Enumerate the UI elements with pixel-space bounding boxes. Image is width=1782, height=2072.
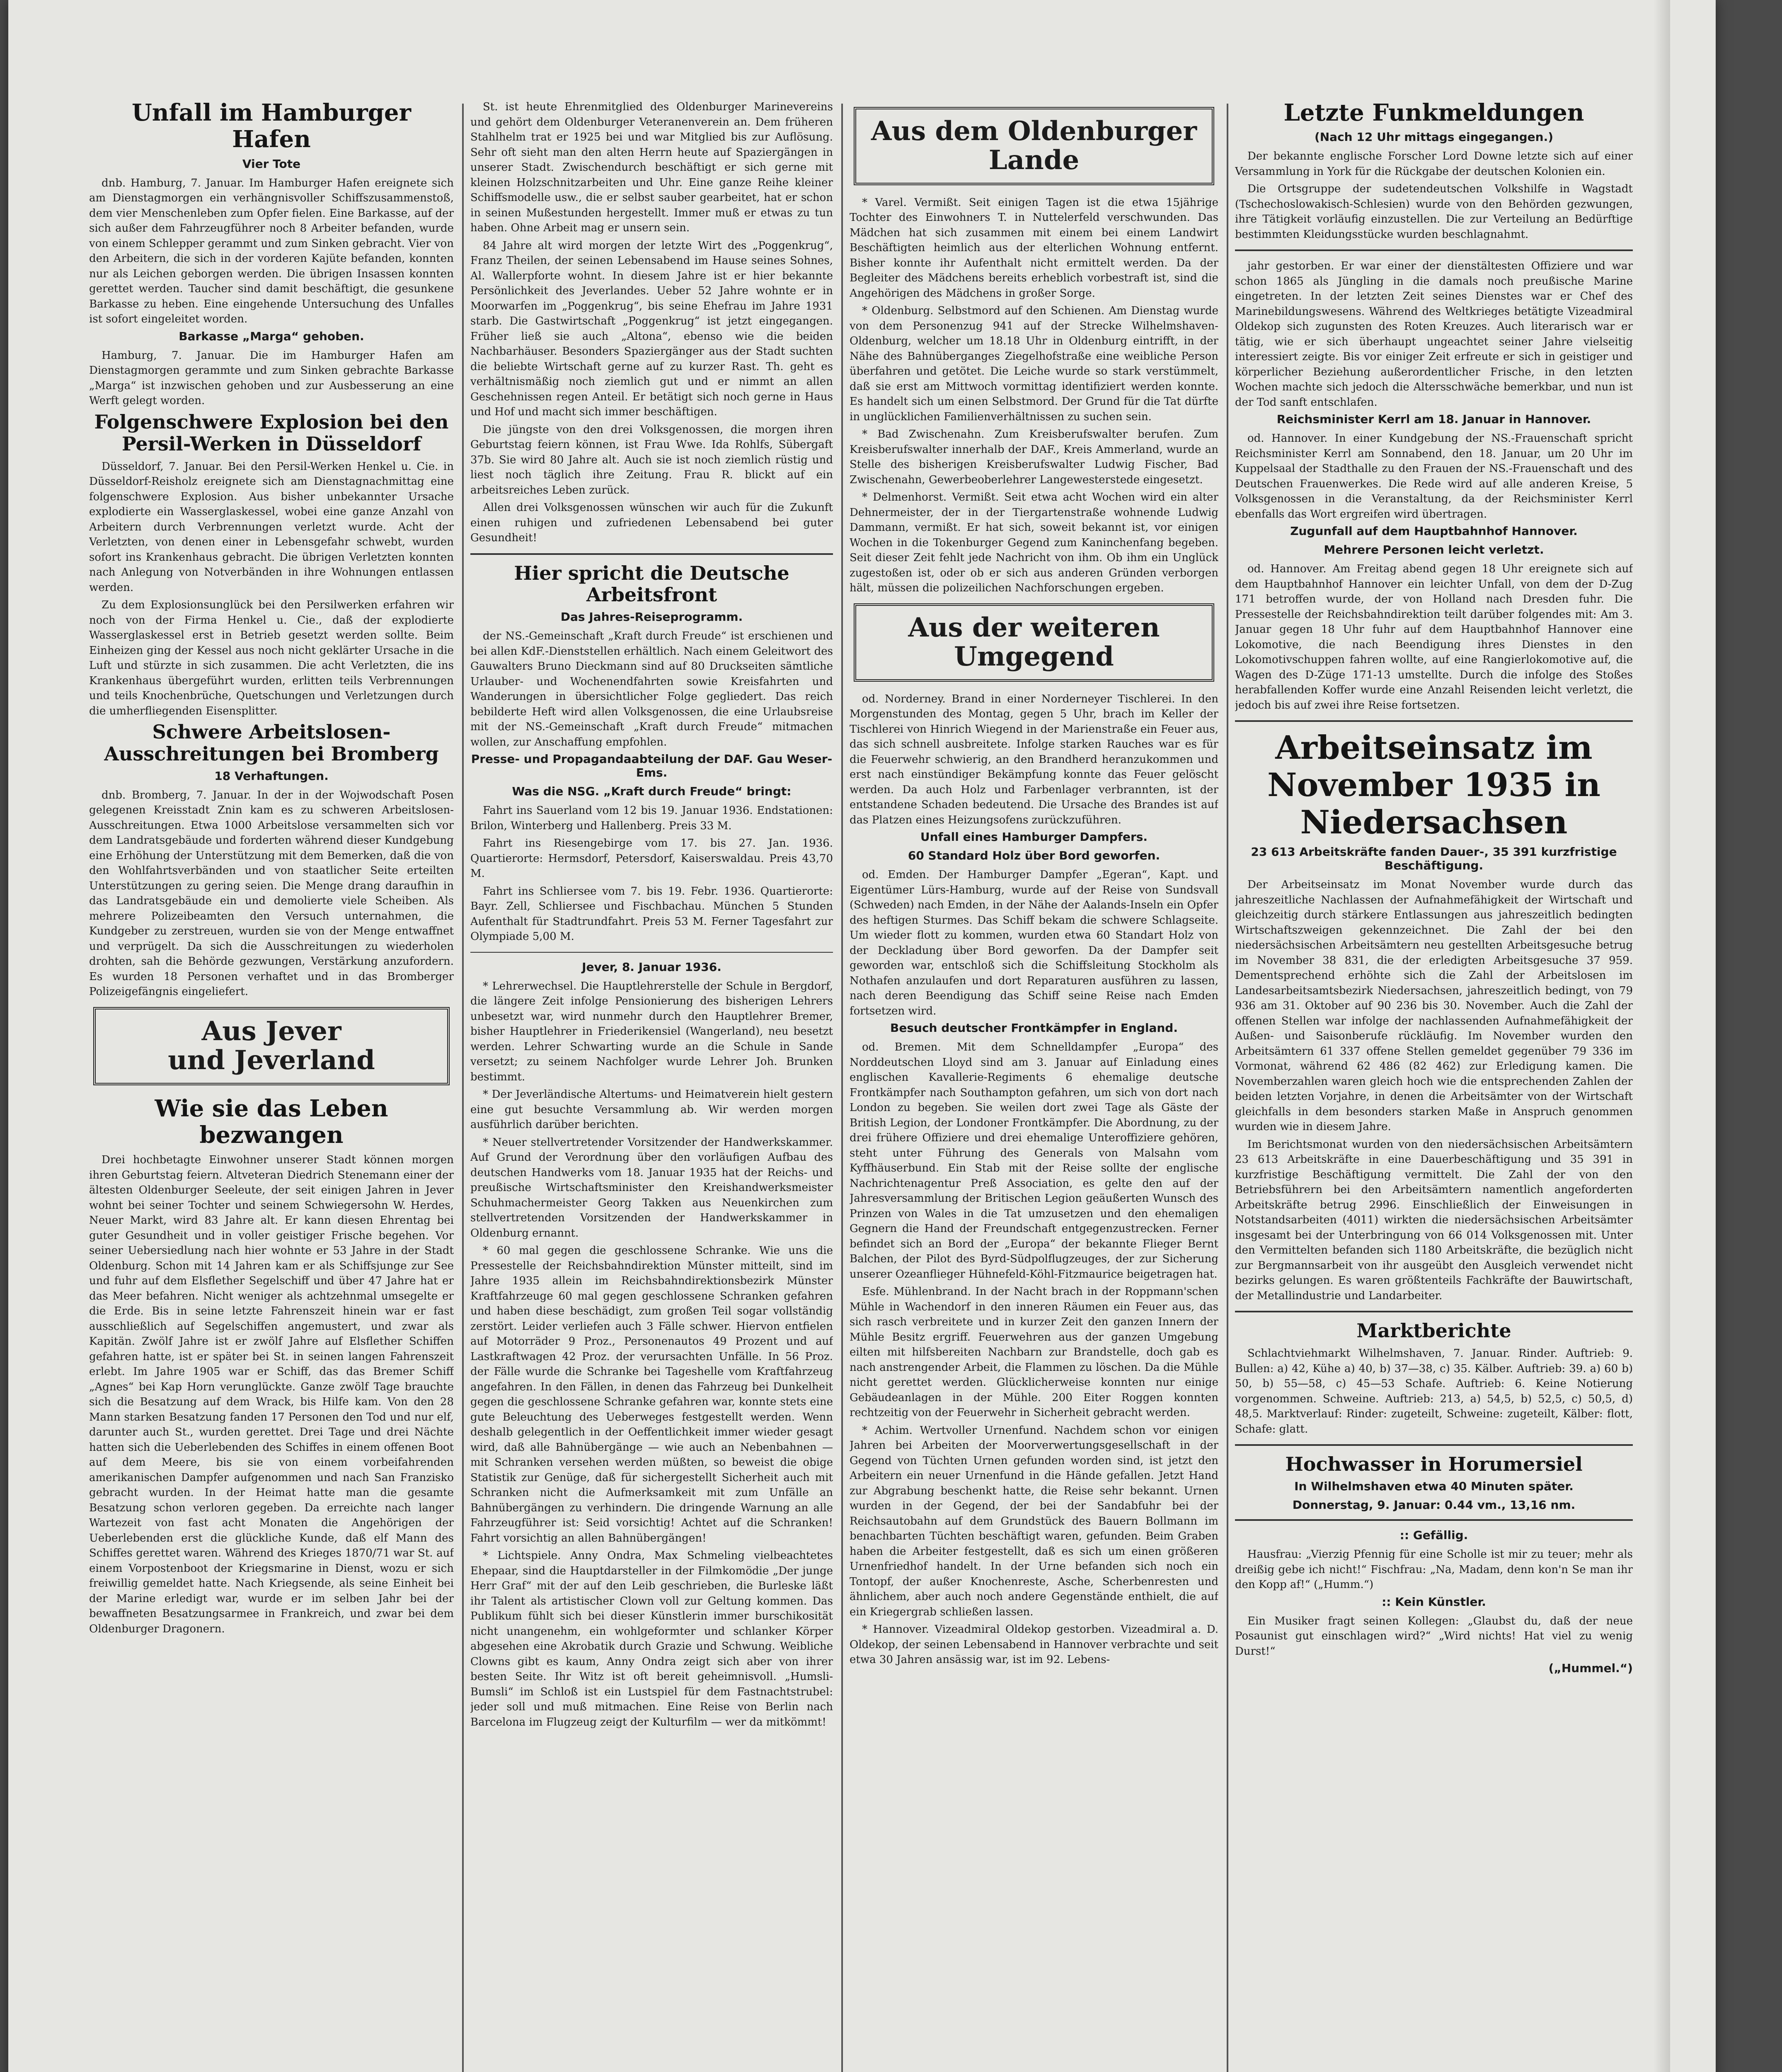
section-title: und Jeverland [168,1045,375,1076]
signature: („Hummel.“) [1548,1661,1633,1675]
article-text: * Lehrerwechsel. Die Hauptlehrerstelle der Schule in Bergdorf, die längere Zeit infolge Pensionierung des bisherigen Lehrers unbesetzt war, wird nunmehr durch den Hauptlehrer Bremer, bisher Hauptlehrer in Friederikensiel (Wangerland), neu besetzt werden. Lehrer Schwarting wurde an die Schule in Sande versetzt; zu seinem Nachfolger wurde Lehrer Joh. Brunken bestimmt. [470,980,833,1083]
subheadline: 23 613 Arbeitskräfte fanden Dauer-, 35 391 kurzfristige Beschäftigung. [1251,845,1617,873]
article-text: dnb. Hamburg, 7. Januar. Im Hamburger Hafen ereignete sich am Dienstagmorgen ein verhängnisvoller Schiffszusammenstoß, dem vier Menschenleben zum Opfer fielen. Eine Barkasse, auf der sich außer dem Fahrzeugführer noch 8 Arbeiter befanden, wurde von einem Schlepper gerammt und zum Sinken gebracht. Vier von den Arbeitern, die sich in der vorderen Kajüte befanden, konnten nur als Leichen geborgen werden. Die übrigen Insassen konnten gerettet werden. Taucher sind damit beschäftigt, die gesunkene Barkasse zu heben. Eine eingehende Untersuchung des Unfalles ist sofort eingeleitet worden. [89,177,454,326]
headline: Folgenschwere Explosion bei den Persil-Werken in Düsseldorf [94,410,449,455]
subheadline: Barkasse „Marga“ gehoben. [179,329,364,343]
article-text: * Delmenhorst. Vermißt. Seit etwa acht Wochen wird ein alter Dehnermeister, der in der Tiergartenstraße wohnende Ludwig Dammann, vermißt. Er hat sich, soweit bekannt ist, vor einigen Wochen in die Tokenburger Gegend zum Kaninchenfang begeben. Seit dieser Zeit fehlt jede Nachricht von ihm. Ob ihm ein Unglück zugestoßen ist, oder ob er sich aus anderen Gründen verborgen hält, müssen die polizeilichen Nachforschungen ergeben. [850,491,1218,595]
article-text: Der bekannte englische Forscher Lord Downe letzte sich auf einer Versammlung in York für die Rückgabe der deutschen Kolonien ein. [1235,150,1633,178]
subheadline: 18 Verhaftungen. [214,769,329,783]
subheadline: Das Jahres-Reiseprogramm. [560,610,743,624]
article-text: * Neuer stellvertretender Vorsitzender der Handwerkskammer. Auf Grund der Verordnung über den vorläufigen Aufbau des deutschen Handwerks vom 18. Januar 1935 hat der Reichs- und preußische Wirtschaftsminister den Kreishandwerksmeister Schuhmachermeister Georg Takken aus Neuenkirchen zum stellvertretenden Vorsitzenden der Handwerkskammer in Oldenburg ernannt. [470,1136,833,1239]
subheadline: Besuch deutscher Frontkämpfer in England. [890,1021,1178,1035]
dateline: Jever, 8. Januar 1936. [582,960,722,974]
subheadline: :: Gefällig. [1399,1528,1468,1542]
subheadline: Unfall eines Hamburger Dampfers. [920,830,1148,844]
column-1 [89,99,454,2072]
article-text: Hamburg, 7. Januar. Die im Hamburger Hafen am Dienstagmorgen gerammte und zum Sinken gebrachte Barkasse „Marga“ ist inzwischen gehoben und zur Ausbesserung an eine Werft gelegt worden. [89,349,454,407]
article-text: Im Berichtsmonat wurden von den niedersächsischen Arbeitsämtern 23 613 Arbeitskräfte in eine Dauerbeschäftigung und 35 391 in kurzfristige Beschäftigung vermittelt. Die Zahl der von den Betriebsführern bei den Arbeitsämtern namentlich angeforderten Arbeitskräfte betrug 2996. Einschließlich der Einweisungen in Notstandsarbeiten (4011) wirkten die niedersächsischen Arbeitsämter insgesamt bei der Unterbringung von 66 014 Volksgenossen mit. Unter den Vermittelten befanden sich 1180 Arbeitskräfte, die bezüglich nicht zur Bergmannsarbeit von ihr ausgeübt den Ausgleich verwendet nicht bezirks gelungen. Es waren größtenteils Fachkräfte der Bauwirtschaft, der Metallindustrie und Landarbeiter. [1235,1138,1633,1302]
column-2 [470,99,833,2072]
column-rule [462,104,464,2072]
article-text: Die jüngste von den drei Volksgenossen, die morgen ihren Geburtstag feiern können, ist Frau Wwe. Ida Rohlfs, Sübergaft 37b. Sie wird 80 Jahre alt. Auch sie ist noch ziemlich rüstig und liest noch täglich ihre Zeitung. Frau R. blickt auf ein arbeitsreiches Leben zurück. [470,423,833,496]
newspaper-page [8,0,1716,2072]
divider [1235,249,1633,251]
page-edge-shadow [1654,0,1670,2072]
article-text: jahr gestorben. Er war einer der dienstältesten Offiziere und war schon 1865 als Jüngling in die damals noch preußische Marine eingetreten. In der letzten Zeit seines Dienstes war er Chef des Marinebildungswesens. Während des Weltkrieges betätigte Vizeadmiral Oldekop sich zugunsten des Roten Kreuzes. Auch literarisch war er tätig, wie er sich überhaupt ungeachtet seiner Jahre vielseitig interessiert zeigte. Bis vor einiger Zeit erfreute er sich in geistiger und körperlicher Beziehung außerordentlicher Frische, in den letzten Wochen machte sich jedoch die Altersschwäche bemerkbar, und nun ist der Tod sanft entschlafen. [1235,260,1633,409]
signature: Presse- und Propagandaabteilung der DAF. Gau Weser-Ems. [471,752,833,780]
article-text: od. Emden. Der Hamburger Dampfer „Egeran“, Kapt. und Eigentümer Lürs-Hamburg, wurde auf der Reise von Sundsvall (Schweden) nach Emden, in der Nähe der Aalands-Inseln ein Opfer des heftigen Sturmes. Das Schiff bekam die schwere Schlagseite. Um wieder flott zu kommen, wurden etwa 60 Standart Holz von der Deckladung über Bord geworfen. Da der Dampfer seit geworden war, entschloß sich die Schiffsleitung Stockholm als Nothafen anzulaufen und dort Reparaturen ausführen zu lassen, nach deren Beendigung das Schiff seine Reise nach Emden fortsetzen wird. [850,869,1218,1017]
section-box [854,603,1214,682]
subheadline: Vier Tote [242,157,301,171]
article-text: Fahrt ins Riesengebirge vom 17. bis 27. Jan. 1936. Quartierorte: Hermsdorf, Petersdorf, Kaiserswaldau. Preis 43,70 M. [470,837,833,880]
article-text: * Bad Zwischenahn. Zum Kreisberufswalter berufen. Zum Kreisberufswalter innerhalb der DAF., Kreis Ammerland, wurde an Stelle des bisherigen Kreisberufswalter Ludwig Fischer, Bad Zwischenahn, Gewerbeoberlehrer Langewesterstede eingesetzt. [850,428,1218,486]
article-text: Düsseldorf, 7. Januar. Bei den Persil-Werken Henkel u. Cie. in Düsseldorf-Reisholz ereignete sich am Dienstagnachmittag eine folgenschwere Explosion. Aus bisher unbekannter Ursache explodierte ein Wasserglaskessel, wobei eine ganze Anzahl von Arbeitern durch Verbrennungen verletzt wurde. Acht der Verletzten, von denen einer in Lebensgefahr schwebt, wurden sofort ins Krankenhaus gebracht. Die übrigen Verletzten konnten nach Anlegung von Notverbänden in ihre Wohnungen entlassen werden. [89,460,454,594]
article-text: Drei hochbetagte Einwohner unserer Stadt können morgen ihren Geburtstag feiern. Altveteran Diedrich Stenemann einer der ältesten Oldenburger Seeleute, der seit einigen Jahren in Jever wohnt bei seiner Tochter und seinem Schwiegersohn W. Herdes, Neuer Markt, wird 83 Jahre alt. Er kann diesen Ehrentag bei guter Gesundheit und in voller geistiger Frische begehen. Vor seiner Uebersiedlung nach hier wohnte er 53 Jahre in der Stadt Oldenburg. Schon mit 14 Jahren kam er als Schiffsjunge zur See und fuhr auf dem Elsflether Segelschiff und über 47 Jahre hat er das Meer befahren. Nicht weniger als achtzehnmal umsegelte er die Erde. Bis in seine letzte Fahrenszeit hinein war er fast ausschließlich auf Segelschiffen angemustert, und zwar als Kapitän. Zwölf Jahre ist er zwölf Jahre auf Elsflether Schiffen gefahren hatte, ist er später bei St. in seinen langen Fahrenszeit erlebt. Im Jahre 1905 war er Schiff, das das Bremer Schiff „Agnes“ bei Kap Horn verunglückte. Ganze zwölf Tage brauchte sich die Besatzung auf dem Wrack, bis Hilfe kam. Von den 28 Mann starken Besatzung fanden 17 Personen den Tod und nur elf, darunter auch St., wurden gerettet. Drei Tage und drei Nächte hatten sich die Ueberlebenden des Schiffes in einem offenen Boot auf dem Meere, bis sie von einem vorbeifahrenden amerikanischen Dampfer aufgenommen und nach San Franzisko gebracht wurden. In der Heimat hatte man die gesamte Besatzung schon verloren gegeben. Da erreichte nach langer Wartezeit von fast acht Monaten die Angehörigen der Ueberlebenden erst die glückliche Kunde, daß elf Mann des Schiffes gerettet waren. Während des Krieges 1870/71 war St. auf einem Vorpostenboot der Kriegsmarine in Dienst, wozu er sich freiwillig gemeldet hatte. Nach Kriegsende, als seine Einheit bei der Marine erledigt war, wurde er im selben Jahr bei der bewaffneten Besatzungsarmee in Frankreich, und zwar bei dem Oldenburger Dragonern. [89,1154,454,1635]
article-text: Der Arbeitseinsatz im Monat November wurde durch das jahreszeitliche Nachlassen der Aufnahmefähigkeit der Wirtschaft und gleichzeitig durch stärkere Entlassungen aus jahreszeitlich bedingten Wirtschaftszweigen gekennzeichnet. Die Zahl der bei den niedersächsischen Arbeitsämtern neu gestellten Arbeitsgesuche betrug im November 38 831, die der erledigten Arbeitsgesuche 37 959. Dementsprechend erhöhte sich die Zahl der Arbeitslosen im Landesarbeitsamtsbezirk Niedersachsen, jahreszeitlich bedingt, von 79 936 am 31. Oktober auf 90 236 bis 30. November. Auch die Zahl der offenen Stellen war infolge der nachlassenden Aufnahmefähigkeit der Außen- und Saisonberufe rückläufig. Im November wurden den Arbeitsämtern 61 337 offene Stellen gemeldet gegenüber 79 336 im Vormonat, während 62 486 (82 462) zur Erledigung kamen. Die Novemberzahlen waren gleich hoch wie die entsprechenden Zahlen der beiden letzten Vorjahre, in denen die Arbeitsämter von der Wirtschaft gleichfalls in dem besonders starken Maße in Anspruch genommen wurden wie in diesem Jahre. [1235,879,1633,1133]
article-text: Ein Musiker fragt seinen Kollegen: „Glaubst du, daß der neue Posaunist gut einschlagen wird?“ „Wird nichts! Hat viel zu wenig Durst!“ [1235,1615,1633,1658]
subheadline: Mehrere Personen leicht verletzt. [1324,543,1544,557]
divider [1235,1444,1633,1446]
article-text: St. ist heute Ehrenmitglied des Oldenburger Marinevereins und gehört dem Oldenburger Veteranenverein an. Dem früheren Stahlhelm trat er 1925 bei und war Mitglied bis zur Auflösung. Sehr oft sieht man den alten Herrn heute auf Spaziergängen in unserer Stadt. Zwischendurch beschäftigt er sich gerne mit kleinen Holzschnitzarbeiten und Uhr. Eine ganze Reihe kleiner Schiffsmodelle usw., die er selbst sauber gearbeitet, hat er schon in seinen Mußestunden hergestellt. Immer muß er etwas zu tun haben. Ohne Arbeit mag er unsern sein. [470,101,833,234]
column-4 [1235,99,1633,2072]
article-text: * 60 mal gegen die geschlossene Schranke. Wie uns die Pressestelle der Reichsbahndirektion Münster mitteilt, sind im Jahre 1935 allein im Reichsbahndirektionsbezirk Münster Kraftfahrzeuge 60 mal gegen geschlossene Schranken gefahren und haben diese beschädigt, zum großen Teil sogar vollständig zerstört. Leider verliefen auch 3 Fälle schwer. Hiervon entfielen auf Motorräder 9 Proz., Personenautos 49 Prozent und auf Lastkraftwagen 42 Proz. der verursachten Unfälle. In 56 Proz. der Fälle wurde die Schranke bei Tageshelle vom Kraftfahrzeug angefahren. In den Fällen, in denen das Fahrzeug bei Dunkelheit gegen die geschlossene Schranke gefahren war, konnte stets eine gute Beleuchtung des Ueberweges festgestellt werden. Wenn deshalb gelegentlich in der Oeffentlichkeit immer wieder gesagt wird, daß alle Bahnübergänge — wie auch an Nebenbahnen — mit Schranken versehen werden müßten, so beweist die obige Statistik zur Genüge, daß für sichergestellt Sicherheit auch mit Schranken nicht die Aufmerksamkeit mit zum Unfälle an Bahnübergängen zu verhindern. Die dringende Warnung an alle Fahrzeugführer ist: Seid vorsichtig! Achtet auf die Schranken! Fahrt vorsichtig an allen Bahnübergängen! [470,1244,833,1544]
article-text: od. Bremen. Mit dem Schnelldampfer „Europa“ des Norddeutschen Lloyd sind am 3. Januar auf Einladung eines englischen Kavallerie-Regiments 6 ehemalige deutsche Frontkämpfer nach Southampton gefahren, um sich von dort nach London zu begeben. Sie weilen dort zwei Tage als Gäste der British Legion, der Londoner Frontkämpfer. Die Abordnung, zu der drei frühere Offiziere und drei ehemalige Unteroffiziere gehören, steht unter Führung des Generals von Malsahn vom Kyffhäuserbund. Ein Stab mit der Reise sollte der englische Nachrichtenagentur Preß Association, es gelte den auf der Jahresversammlung der Britischen Legion geäußerten Wunsch des Prinzen von Wales in die Tat umzusetzen und den ehemaligen Gegnern die Hand der Freundschaft entgegenzustrecken. Ferner befindet sich an Bord der „Europa“ der bekannte Flieger Bernt Balchen, der Pilot des Byrd-Südpolflugzeuges, der zur Sicherung unserer Ozeanflieger Hühnefeld-Köhl-Fitzmaurice beigetragen hat. [850,1041,1218,1280]
article-text: dnb. Bromberg, 7. Januar. In der in der Wojwodschaft Posen gelegenen Kreisstadt Znin kam es zu schweren Arbeitslosen-Ausschreitungen. Etwa 1000 Arbeitslose versammelten sich vor dem Landratsgebäude und forderten während dieser Kundgebung eine Erhöhung der Unterstützung mit dem Bemerken, daß die von den Wohlfahrtsverbänden und von staatlicher Seite erteilten Unterstützungen zu gering seien. Die Menge drang daraufhin in das Landratsgebäude ein und demolierte viele Scheiben. Als mehrere Polizeibeamten den Versuch unternahmen, die Kundgeber zu zerstreuen, wurden sie von der Menge entwaffnet und verprügelt. Da sich die Ausschreitungen zu wiederholen drohten, sah die Behörde gezwungen, Verstärkung anzufordern. Es wurden 18 Personen verhaftet und in das Bromberger Polizeigefängnis eingeliefert. [89,789,454,998]
article-text: Zu dem Explosionsunglück bei den Persilwerken erfahren wir noch von der Firma Henkel u. Cie., daß der explodierte Wasserglaskessel erst in Betrieb gesetzt werden sollte. Beim Einheizen ging der Kessel aus noch nicht geklärter Ursache in die Luft und stürzte in sich zusammen. Die acht Verletzten, die ins Krankenhaus übergeführt wurden, erlitten teils Verbrennungen und teils Knochenbrüche, Quetschungen und Verletzungen durch die umherfliegenden Eisensplitter. [89,599,454,717]
article-text: Die Ortsgruppe der sudetendeutschen Volkshilfe in Wagstadt (Tschechoslowakisch-Schlesien) wurde von den Behörden gezwungen, ihre Tätigkeit vorläufig einzustellen. Die zur Verteilung an Bedürftige bestimmten Kleidungsstücke wurden beschlagnahmt. [1235,183,1633,241]
section-title: Lande [988,145,1080,176]
article-text: od. Hannover. In einer Kundgebung der NS.-Frauenschaft spricht Reichsminister Kerrl am Sonnabend, den 18. Januar, um 20 Uhr im Kuppelsaal der Stadthalle zu den Frauen der NS.-Frauenschaft und des Deutschen Frauenwerkes. Die Rede wird auf alle anderen Kreise, 5 Volksgenossen in die Veranstaltung, da der Reichsminister Kerrl ebenfalls das Wort ergreifen wird übertragen. [1235,432,1633,520]
article-text: Fahrt ins Schliersee vom 7. bis 19. Febr. 1936. Quartierorte: Bayr. Zell, Schliersee und Fischbachau. München 5 Stunden Aufenthalt für Stadtrundfahrt. Preis 53 M. Ferner Tagesfahrt zur Olympiade 5,00 M. [470,885,833,943]
subheadline: (Nach 12 Uhr mittags eingegangen.) [1314,130,1554,144]
divider [1235,1311,1633,1312]
column-3 [850,99,1218,2072]
subheadline: Zugunfall auf dem Hauptbahnhof Hannover. [1290,524,1578,538]
article-text: od. Hannover. Am Freitag abend gegen 18 Uhr ereignete sich auf dem Hauptbahnhof Hannover ein leichter Unfall, von dem der D-Zug 171 betroffen wurde, der von Holland nach Dresden fuhr. Die Pressestelle der Reichsbahndirektion teilt darüber folgendes mit: Am 3. Januar gegen 18 Uhr fuhr auf dem Hauptbahnhof Hannover eine Lokomotive, die nach Beendigung ihres Dienstes in den Lokomotivschuppen fahren wollte, auf eine Rangierlokomotive auf, die Wagen des D-Züge 171-13 umstellte. Durch die infolge des Stoßes herabfallenden Koffer wurde eine Anzahl Reisenden leicht verletzt, die jedoch bis auf zwei ihre Reise fortsetzen. [1235,563,1633,712]
subheadline: 60 Standard Holz über Bord geworfen. [908,849,1160,863]
article-text: 84 Jahre alt wird morgen der letzte Wirt des „Poggenkrug“, Franz Theilen, der seinen Lebensabend im Hause seines Sohnes, Al. Wallerpforte wohnt. In diesem Jahre ist er hier bekannte Persönlichkeit des Jeverlandes. Ueber 52 Jahre wohnte er in Moorwarfen im „Poggenkrug“, bis seine Ehefrau im Jahre 1931 starb. Die Gastwirtschaft „Poggenkrug“ ist jetzt eingegangen. Früher ließ sie auch „Altona“, ebenso wie die beiden Nachbarhäuser. Besonders Spaziergänger aus der Stadt suchten die beliebte Wirtschaft gerne auf zu kurzer Rast. Th. geht es verhältnismäßig noch ziemlich gut und er nimmt an allen Geschehnissen regen Anteil. Er betätigt sich noch gerne in Haus und Hof und macht sich immer beschäftigen. [470,239,833,418]
article-text: * Hannover. Vizeadmiral Oldekop gestorben. Vizeadmiral a. D. Oldekop, der seinen Lebensabend in Hannover verbrachte und seit etwa 30 Jahren ansässig war, ist im 92. Lebens- [850,1623,1218,1666]
subheadline: Donnerstag, 9. Januar: 0.44 vm., 13,16 nm. [1292,1498,1576,1512]
divider [470,952,833,953]
section-title: Aus der weiteren [908,612,1160,643]
section-box [854,107,1214,185]
section-title: Aus Jever [201,1015,341,1047]
headline: Hochwasser in Horumersiel [1285,1453,1583,1476]
article-text: Esfe. Mühlenbrand. In der Nacht brach in der Roppmann'schen Mühle in Wachendorf in den inneren Räumen ein Feuer aus, das sich rasch verbreitete und in kurzer Zeit den ganzen Innern der Mühle Besitz ergriff. Feuerwehren aus der ganzen Umgebung eilten mit hilfsbereiten Nachbarn zur Brandstelle, doch gab es nach anstrengender Arbeit, die Flammen zu löschen. Da die Mühle nicht gerettet werden. Glücklicherweise konnten nur einige Gebäudeanlagen in der Mühle. 200 Eiter Roggen konnten rechtzeitig von der Feuerwehr in Sicherheit gebracht werden. [850,1285,1218,1419]
article-text: * Lichtspiele. Anny Ondra, Max Schmeling vielbeachtetes Ehepaar, sind die Hauptdarsteller in der Filmkomödie „Der junge Herr Graf“ mit der auf den Leib geschrieben, die Burleske läßt ihr Talent als artistischer Clown voll zur Geltung kommen. Das Publikum fühlt sich bei dieser Künstlerin immer burschikosität nicht unangenehm, ein wohlgeformter und schlanker Körper abgesehen eine Akrobatik durch Grazie und Schwung. Weibliche Clowns gibt es kaum, Anny Ondra zeigt sich aber von ihrer besten Seite. Ihr Witz ist oft bereit geheimnisvoll. „Humsli-Bumsli“ im Schloß ist ein Lustspiel für dem Fastnachtstrubel: jeder soll und muß mitmachen. Eine Reise von Berlin nach Barcelona im Flugzeug zeigt der Kulturfilm — wer da mitkömmt! [470,1549,833,1728]
subheadline: :: Kein Künstler. [1382,1595,1486,1609]
headline: Unfall im Hamburger Hafen [131,99,412,153]
section-title: Umgegend [954,641,1114,673]
headline: Hier spricht die Deutsche Arbeitsfront [514,562,789,606]
article-text: od. Norderney. Brand in einer Norderneyer Tischlerei. In den Morgenstunden des Montag, gegen 5 Uhr, brach im Keller der Tischlerei von Hinrich Wiegend in der Marienstraße ein Feuer aus, das sich schnell ausbreitete. Infolge starken Rauches war es für die Feuerwehr schwierig, an den Brandherd heranzukommen und erst nach einstündiger Bekämpfung konnte das Feuer gelöscht werden. Da auch Holz und Farbenlager verbrannten, ist der entstandene Schaden bedeutend. Die Ursache des Brandes ist auf das Platzen eines Heizungsofens zurückzuführen. [850,692,1218,826]
article-text: * Der Jeverländische Altertums- und Heimatverein hielt gestern eine gut besuchte Versammlung ab. Wir werden morgen ausführlich darüber berichten. [470,1088,833,1131]
subheadline: Reichsminister Kerrl am 18. Januar in Hannover. [1276,412,1591,426]
subheadline: In Wilhelmshaven etwa 40 Minuten später. [1294,1479,1574,1493]
headline: Wie sie das Leben bezwangen [155,1094,388,1149]
column-rule [841,104,843,2072]
subheadline: Was die NSG. „Kraft durch Freude“ bringt: [512,784,792,799]
article-text: * Varel. Vermißt. Seit einigen Tagen ist die etwa 15jährige Tochter des Einwohners T. in Nuttelerfeld verschwunden. Das Mädchen hat sich zusammen mit einem bei einem Landwirt Beschäftigten heimlich aus der elterlichen Wohnung entfernt. Bisher konnte ihr Aufenthalt nicht ermittelt werden. Da der Begleiter des Mädchens bereits erheblich vorbestraft ist, sind die Angehörigen des Mädchens in großer Sorge. [850,196,1218,300]
divider [1235,720,1633,722]
article-text: Fahrt ins Sauerland vom 12 bis 19. Januar 1936. Endstationen: Brilon, Winterberg und Hallenberg. Preis 33 M. [470,804,833,832]
article-text: * Achim. Wertvoller Urnenfund. Nachdem schon vor einigen Jahren bei Arbeiten der Moorverwertungsgesellschaft in der Gegend von Tüchten Urnen gefunden worden sind, ist jetzt den Arbeitern ein neuer Urnenfund in die Hände gefallen. Jetzt Hand zur Abgrabung beschenkt hatte, die Reise sehr bekannt. Urnen wurden in der Gegend, der bei der Sandabfuhr bei der Reichsautobahn auf dem Grundstück des Bauern Bollmann im benachbarten Tüchten beschäftigt waren, gefunden. Beim Graben haben die Arbeiter festgestellt, daß es sich um einen größeren Urnenfriedhof handelt. In der Urne befanden sich noch ein Tontopf, der außer Knochenreste, Asche, Scherbenresten und ähnlichem, aber auch noch andere Gegenstände enthielt, die auf ein Kriegergrab schließen lassen. [850,1424,1218,1618]
section-title: Aus dem Oldenburger [871,116,1197,147]
column-rule [1227,104,1228,2072]
headline: Arbeitseinsatz im November 1935 in Niedersachsen [1267,729,1600,841]
article-text: Hausfrau: „Vierzig Pfennig für eine Scholle ist mir zu teuer; mehr als dreißig gebe ich nicht!“ Fischfrau: „Na, Madam, denn kon'n Se man ihr den Kopp af!“ („Humm.“) [1235,1548,1633,1591]
headline: Marktberichte [1356,1319,1511,1342]
headline: Schwere Arbeitslosen-Ausschreitungen bei Bromberg [104,721,439,765]
divider [470,553,833,555]
article-text: Allen drei Volksgenossen wünschen wir auch für die Zukunft einen ruhigen und zufriedenen Lebensabend bei guter Gesundheit! [470,501,833,544]
divider [1235,1519,1633,1521]
article-text: Schlachtviehmarkt Wilhelmshaven, 7. Januar. Rinder. Auftrieb: 9. Bullen: a) 42, Kühe a) 40, b) 37—38, c) 35. Kälber. Auftrieb: 39. a) 60 b) 50, b) 55—58, c) 45—53 Schafe. Auftrieb: 6. Keine Notierung vorgenommen. Schweine. Auftrieb: 213, a) 54,5, b) 52,5, c) 50,5, d) 48,5. Marktverlauf: Rinder: zugeteilt, Schweine: zugeteilt, Kälber: flott, Schafe: glatt. [1235,1347,1633,1435]
headline: Letzte Funkmeldungen [1283,99,1584,126]
section-box [93,1007,450,1085]
article-text: der NS.-Gemeinschaft „Kraft durch Freude“ ist erschienen und bei allen KdF.-Dienststellen erhältlich. Nach einem Geleitwort des Gauwalters Bruno Dieckmann sind auf 80 Druckseiten sämtliche Urlauber- und Wochenendfahrten sowie Kreisfahrten und Wanderungen in übersichtlicher Folge gegliedert. Das reich bebilderte Heft wird allen Volksgenossen, die eine Urlaubsreise mit der NS.-Gemeinschaft „Kraft durch Freude“ mitmachen wollen, zur Anschaffung empfohlen. [470,630,833,748]
article-text: * Oldenburg. Selbstmord auf den Schienen. Am Dienstag wurde von dem Personenzug 941 auf der Strecke Wilhelmshaven-Oldenburg, welcher um 18.18 Uhr in Oldenburg eintrifft, in der Nähe des Bahnüberganges Ziegelhofstraße eine weibliche Person überfahren und getötet. Die Leiche wurde so stark verstümmelt, daß sie erst am Mittwoch vormittag identifiziert werden konnte. Es handelt sich um einen Selbstmord. Der Grund für die Tat dürfte in unglücklichen Familienverhältnissen zu suchen sein. [850,305,1218,423]
